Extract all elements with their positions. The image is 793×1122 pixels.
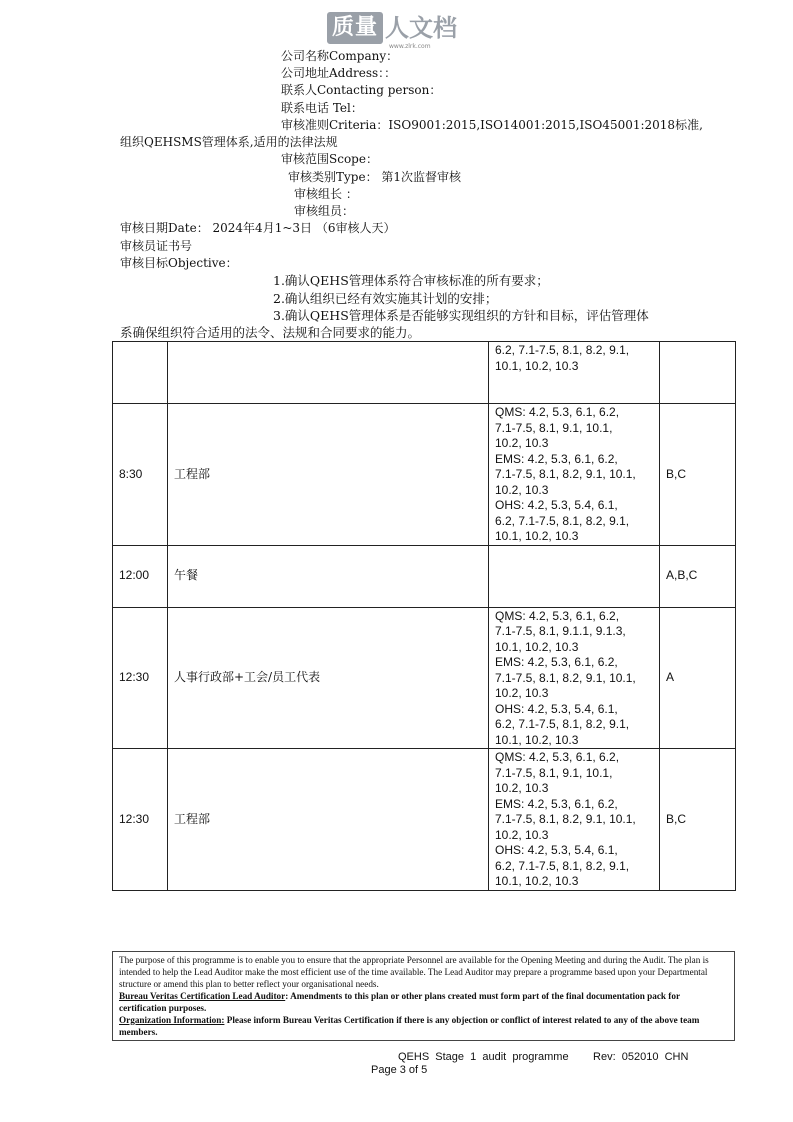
bv-lead-auditor-label: Bureau Veritas Certification Lead Auditor bbox=[119, 991, 286, 1001]
objective-1: 1.确认QEHS管理体系符合审核标准的所有要求； bbox=[273, 273, 549, 288]
department-cell: 工程部 bbox=[168, 749, 489, 891]
audit-type-line: 审核类别Type： 第1次监督审核 bbox=[288, 170, 462, 184]
clause-line: 10.1, 10.2, 10.3 bbox=[495, 529, 579, 543]
table-row bbox=[113, 342, 736, 404]
clause-line: 7.1-7.5, 8.1, 8.2, 9.1, 10.1, bbox=[495, 670, 636, 685]
time-cell: 12:00 bbox=[113, 545, 168, 607]
audit-scope-label: 审核范围Scope： bbox=[281, 152, 378, 166]
clause-line: 10.2, 10.3 bbox=[495, 686, 549, 700]
clause-line: 7.1-7.5, 8.1, 9.1.1, 9.1.3, bbox=[495, 624, 626, 638]
department-cell: 午餐 bbox=[168, 545, 489, 607]
clause-line: EMS: 4.2, 5.3, 6.1, 6.2, bbox=[495, 655, 618, 669]
clause-line: 7.1-7.5, 8.1, 8.2, 9.1, 10.1, bbox=[495, 467, 636, 481]
table-row bbox=[113, 404, 736, 546]
lead-auditor-label: 审核组长 ： bbox=[294, 187, 358, 201]
logo-mark: 质量 bbox=[327, 12, 383, 44]
bv-lead-auditor-text: : Amendments to this plan or other plans created must form part of the final documentation pack for certification purposes. bbox=[119, 991, 680, 1013]
company-name-label: 公司名称Company： bbox=[281, 49, 399, 63]
clause-line: 6.2, 7.1-7.5, 8.1, 8.2, 9.1, bbox=[495, 343, 630, 357]
purpose-text: The purpose of this programme is to enable you to ensure that the appropriate Personnel are available for the Opening Meeting and during the Audit. The plan is intended to help the Lead Auditor make the most efficient use of the time available. The Lead Auditor may prepare a programme based upon your Departmental structure or amend this plan to better reflect your organisational needs. bbox=[119, 955, 709, 989]
clause-line: 10.2, 10.3 bbox=[495, 827, 549, 842]
logo-url: www.zlrk.com bbox=[389, 43, 431, 50]
department-cell: 工程部 bbox=[168, 404, 489, 546]
clause-line: QMS: 4.2, 5.3, 6.1, 6.2, bbox=[495, 608, 620, 623]
audit-criteria-cont: 组织QEHSMS管理体系,适用的法律法规 bbox=[120, 135, 338, 149]
contact-tel-label: 联系电话 Tel： bbox=[281, 101, 363, 115]
clauses-cell bbox=[489, 545, 660, 607]
clauses-cell bbox=[489, 404, 660, 546]
clause-line: OHS: 4.2, 5.3, 5.4, 6.1, bbox=[495, 498, 618, 512]
footer-notice bbox=[112, 951, 735, 1041]
table-row bbox=[113, 607, 736, 749]
auditor-cell: A bbox=[660, 607, 736, 749]
objective-3-cont: 系确保组织符合适用的法令、法规和合同要求的能力。 bbox=[120, 325, 421, 340]
clause-line: 10.1, 10.2, 10.3 bbox=[495, 732, 579, 747]
clause-line: 10.1, 10.2, 10.3 bbox=[495, 639, 579, 654]
site-logo bbox=[327, 12, 465, 48]
auditor-cell bbox=[660, 342, 736, 404]
time-cell bbox=[113, 342, 168, 404]
clause-line: 6.2, 7.1-7.5, 8.1, 8.2, 9.1, bbox=[495, 858, 630, 873]
clause-line: 10.2, 10.3 bbox=[495, 781, 549, 795]
table-row bbox=[113, 749, 736, 891]
time-cell: 12:30 bbox=[113, 749, 168, 891]
clause-line: 10.2, 10.3 bbox=[495, 482, 549, 497]
clause-line: OHS: 4.2, 5.3, 5.4, 6.1, bbox=[495, 701, 618, 716]
auditor-certificate-label: 审核员证书号 bbox=[120, 239, 193, 253]
page-number: Page 3 of 5 bbox=[371, 1064, 428, 1076]
company-address-label: 公司地址Address：： bbox=[281, 66, 397, 80]
clause-line: 10.2, 10.3 bbox=[495, 436, 549, 450]
audit-criteria-line: 审核准则Criteria：ISO9001:2015,ISO14001:2015,ISO45001:2018标准, bbox=[281, 118, 703, 132]
department-cell bbox=[168, 342, 489, 404]
team-members-label: 审核组员： bbox=[294, 204, 355, 218]
clause-line: OHS: 4.2, 5.3, 5.4, 6.1, bbox=[495, 843, 618, 857]
clause-line: 10.1, 10.2, 10.3 bbox=[495, 358, 579, 373]
clause-line: EMS: 4.2, 5.3, 6.1, 6.2, bbox=[495, 796, 618, 811]
clause-line: QMS: 4.2, 5.3, 6.1, 6.2, bbox=[495, 750, 620, 764]
objective-3: 3.确认QEHS管理体系是否能够实现组织的方针和目标，评估管理体 bbox=[273, 308, 649, 323]
auditor-cell: A,B,C bbox=[660, 545, 736, 607]
clause-line: 6.2, 7.1-7.5, 8.1, 8.2, 9.1, bbox=[495, 513, 630, 528]
objective-2: 2.确认组织已经有效实施其计划的安排； bbox=[273, 291, 498, 306]
time-cell: 12:30 bbox=[113, 607, 168, 749]
clause-line: 7.1-7.5, 8.1, 9.1, 10.1, bbox=[495, 420, 613, 435]
organization-info-label: Organization Information: bbox=[119, 1015, 225, 1025]
organization-info-text: Please inform Bureau Veritas Certification if there is any objection or conflict of interest related to any of the above team members. bbox=[119, 1015, 700, 1037]
clauses-cell bbox=[489, 607, 660, 749]
auditor-cell: B,C bbox=[660, 404, 736, 546]
audit-date-line: 审核日期Date： 2024年4月1~3日 （6审核人天） bbox=[120, 221, 396, 235]
auditor-cell: B,C bbox=[660, 749, 736, 891]
clauses-cell bbox=[489, 342, 660, 404]
contact-person-label: 联系人Contacting person： bbox=[281, 83, 442, 97]
clause-line: EMS: 4.2, 5.3, 6.1, 6.2, bbox=[495, 451, 618, 466]
clause-line: QMS: 4.2, 5.3, 6.1, 6.2, bbox=[495, 405, 620, 419]
audit-schedule-table bbox=[112, 341, 736, 891]
audit-objective-label: 审核目标Objective： bbox=[120, 256, 238, 270]
time-cell: 8:30 bbox=[113, 404, 168, 546]
clause-line: 10.1, 10.2, 10.3 bbox=[495, 874, 579, 888]
logo-text: 人文档 bbox=[385, 14, 457, 42]
document-reference: QEHS Stage 1 audit programme Rev: 052010 CHN bbox=[398, 1051, 689, 1063]
department-cell: 人事行政部+工会/员工代表 bbox=[168, 607, 489, 749]
clause-line: 6.2, 7.1-7.5, 8.1, 8.2, 9.1, bbox=[495, 717, 630, 731]
clause-line: 7.1-7.5, 8.1, 8.2, 9.1, 10.1, bbox=[495, 812, 636, 826]
table-row bbox=[113, 545, 736, 607]
clause-line: 7.1-7.5, 8.1, 9.1, 10.1, bbox=[495, 765, 613, 780]
clauses-cell bbox=[489, 749, 660, 891]
